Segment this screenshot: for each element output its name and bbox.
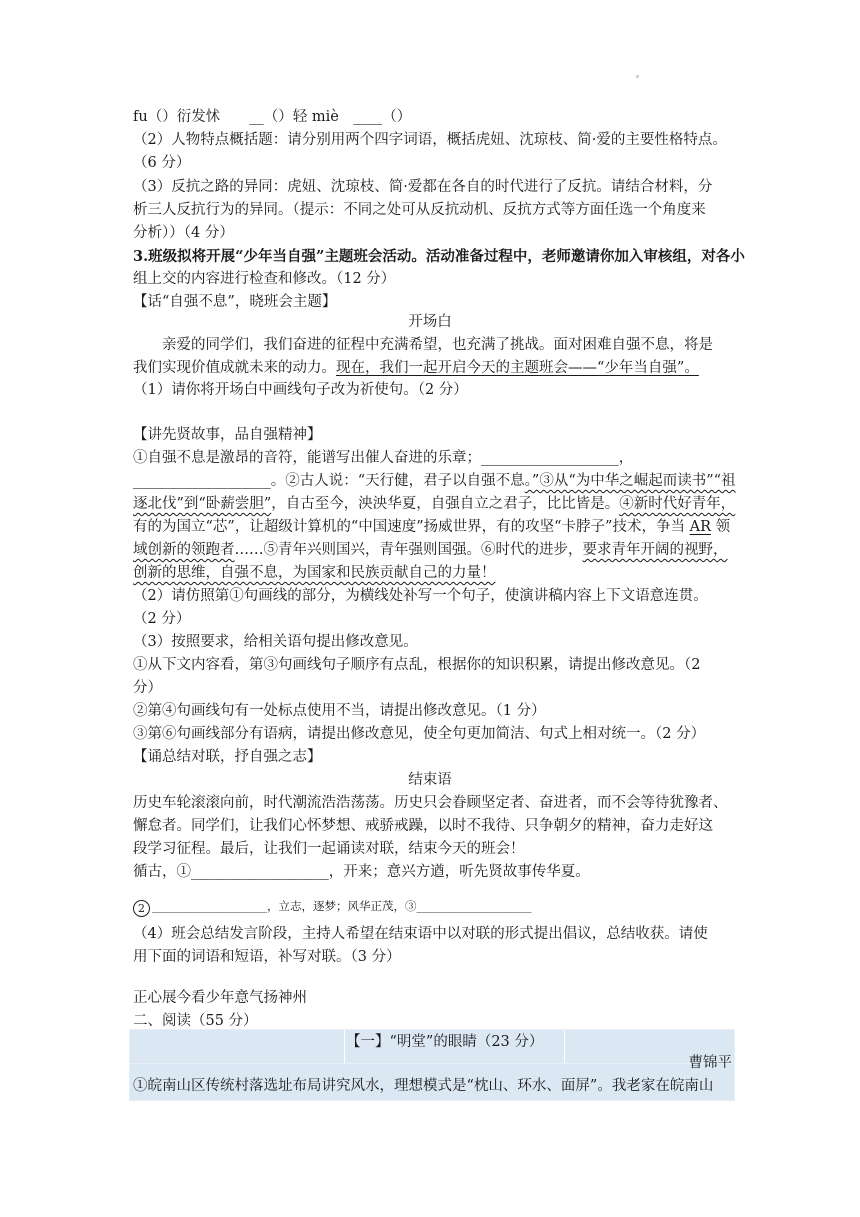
opening-para-2 (133, 359, 699, 378)
sub-question-4: （4）班会总结发言阶段，主持人希望在结束语中以对联的形式提出倡议，总结收获。请使 (133, 926, 708, 942)
ar-text: AR (689, 519, 711, 535)
wavy-underlined-text: 要求青年开阔的视野， (582, 542, 728, 558)
story-text: 。②古人说：“天行健，君子以自强不息 (270, 473, 525, 489)
sub-question-3: （3）按照要求，给相关语句提出修改意见。 (133, 634, 418, 650)
wavy-underlined-text: 。”③从“为中华之崛起而读书”“祖 (524, 473, 736, 489)
sub-question-3-item2: ②第④句画线句有一处标点使用不当，请提出修改意见。（1 分） (133, 703, 546, 719)
scan-dot (636, 75, 639, 78)
question-2-score: （6 分） (133, 155, 191, 171)
couplet-line-2 (133, 897, 532, 917)
closing-title: 结束语 (408, 772, 452, 788)
task-3-intro-2: 组上交的内容进行检查和修改。（12 分） (133, 271, 396, 287)
sub-question-4-cont: 用下面的词语和短语，补写对联。（3 分） (133, 949, 401, 965)
pinyin-line: fu（）衍发怵 __（）轻 miè ____（） (133, 109, 412, 125)
story-line-4 (133, 518, 730, 537)
wavy-underlined-text: 创新的思维，自强不息，为国家和民族贡献自己的力量！ (133, 565, 496, 581)
question-3-line2: 析三人反抗行为的异同。（提示：不同之处可从反抗动机、反抗方式等方面任选一个角度来 (133, 202, 706, 218)
reading-section-title: 二、阅读（55 分） (133, 1013, 258, 1029)
task-3-intro: 3.班级拟将开展“少年当自强”主题班会活动。活动准备过程中，老师邀请你加入审核组，对各小 (133, 248, 745, 265)
story-line-6 (133, 564, 496, 583)
table-divider (130, 1063, 734, 1064)
closing-para-3: 段学习征程。最后，让我们一起诵读对联，结束今天的班会！ (133, 841, 525, 857)
sub-question-3-item3: ③第⑥句画线部分有语病，请提出修改意见，使全句更加简洁、句式上相对统一。（2 分） (133, 726, 706, 742)
sub-question-1: （1）请你将开场白中画线句子改为祈使句。（2 分） (133, 382, 468, 398)
story-line-3 (133, 495, 735, 514)
story-line-2 (133, 472, 736, 491)
story-line-1 (133, 449, 633, 468)
sub-question-2: （2）请仿照第①句画线的部分，为横线处补写一个句子，使演讲稿内容上下文语意连贯。 (133, 588, 708, 604)
circled-number: 2 (133, 900, 150, 917)
blank-line: ___________________， (481, 450, 634, 466)
story-line-5 (133, 541, 728, 560)
table-divider (344, 1030, 345, 1063)
underlined-sentence: 现在，我们一起开启今天的主题班会——“少年当自强”。 (336, 360, 699, 376)
section-heading-3: 【诵总结对联，抒自强之志】 (133, 749, 322, 765)
opening-title: 开场白 (408, 314, 452, 330)
story-text: 有的为国立“芯”，让超级计算机的“中国速度”扬威世界，有的攻坚“卡脖子”技术，争当 (133, 519, 690, 535)
section-heading-1: 【话“自强不息”，晓班会主题】 (133, 294, 337, 310)
reading-title: 【一】“明堂”的眼睛（23 分） (346, 1034, 544, 1050)
couplet-line-1: 循古，①___________________，开来；意兴方遒，听先贤故事传华夏。 (133, 864, 590, 880)
sub-question-3-item1: ①从下文内容看，第③句画线句子顺序有点乱，根据你的知识积累，请提出修改意见。（2 (133, 657, 701, 673)
blank-line: ___________________ (133, 473, 271, 489)
sub-question-2-score: （2 分） (133, 611, 191, 627)
section-heading-2: 【讲先贤故事，品自强精神】 (133, 427, 322, 443)
opening-para-1: 亲爱的同学们，我们奋进的征程中充满希望，也充满了挑战。面对困难自强不息，将是 (162, 337, 713, 353)
opening-text: 我们实现价值成就未来的动力。 (133, 360, 336, 376)
question-3-line3: 分析））（4 分） (133, 225, 234, 241)
closing-para-1: 历史车轮滚滚向前，时代潮流浩浩荡荡。历史只会眷顾坚定者、奋进者，而不会等待犹豫者、 (133, 795, 728, 811)
word-bank: 正心展今看少年意气扬神州 (133, 990, 307, 1006)
story-text: ①自强不息是激昂的音符，能谱写出催人奋进的乐章； (133, 450, 481, 466)
table-divider (564, 1030, 565, 1063)
reading-author: 曹锦平 (688, 1055, 732, 1071)
wavy-underlined-text: ④新时代好青年， (619, 496, 736, 512)
reading-first-line: ①皖南山区传统村落选址布局讲究风水，理想模式是“枕山、环水、面屏”。我老家在皖南山 (133, 1078, 714, 1094)
question-2: （2）人物特点概括题：请分别用两个四字词语，概括虎妞、沈琼枝、简·爱的主要性格特点。 (133, 132, 727, 148)
sub-question-3-item1-cont: 分） (133, 680, 162, 696)
wavy-underlined-text: 域创新的领跑者 (133, 542, 235, 558)
story-text: 领 (710, 519, 731, 535)
wavy-underlined-text: 逐北伐”到“卧薪尝胆” (133, 496, 272, 512)
story-text: ……⑤青年兴则国兴，青年强则国强。⑥时代的进步， (234, 542, 583, 558)
closing-para-2: 懈怠者。同学们，让我们心怀梦想、戒骄戒躁，以时不我待、只争朝夕的精神，奋力走好这 (133, 818, 713, 834)
question-3-line1: （3）反抗之路的异同：虎妞、沈琼枝、简·爱都在各自的时代进行了反抗。请结合材料，分 (133, 179, 713, 195)
story-text: ，自古至今，泱泱华夏，自强自立之君子，比比皆是。 (271, 496, 620, 512)
couplet-text: ____________________，立志，逐梦；风华正茂，③____________________ (152, 899, 532, 913)
